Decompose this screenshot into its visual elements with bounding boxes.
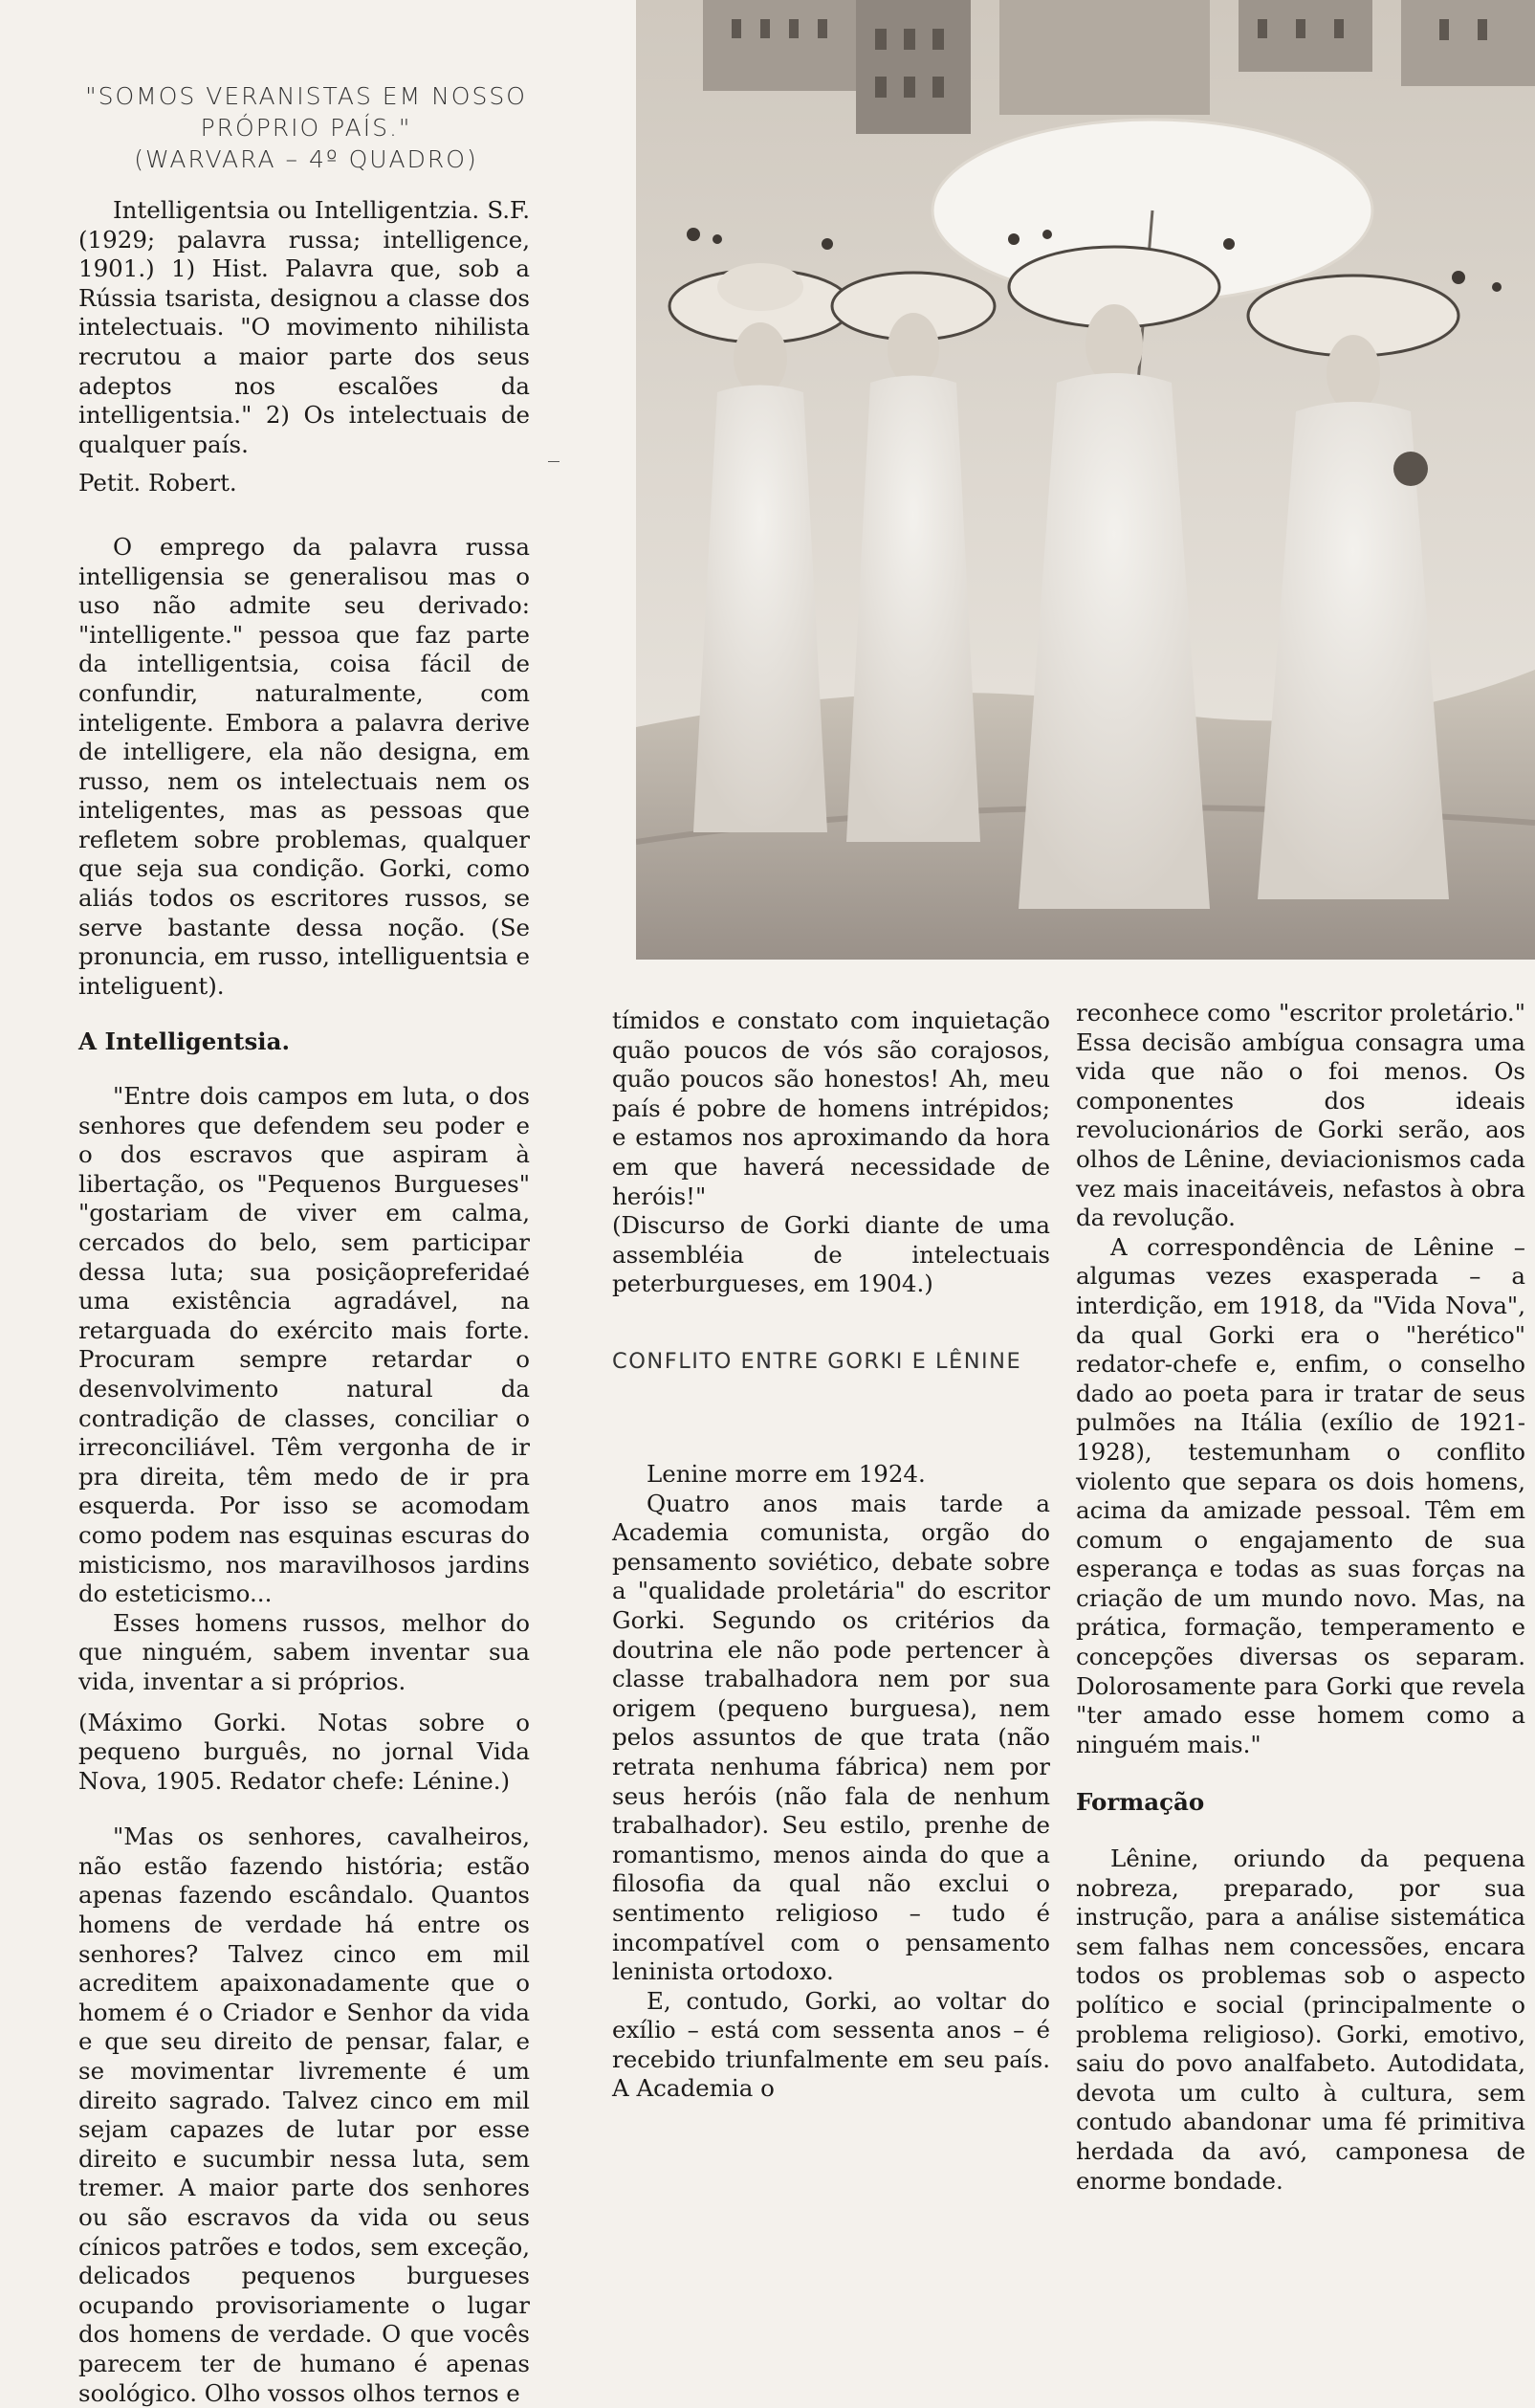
quote-discurso: "Mas os senhores, cavalheiros, não estão fazendo história; estão apenas fazendo escândalo. Quantos homens de verdade há entre os senhores? Talvez cinco em mil acreditem apaixonadamente que o homem é o Criador e Senhor da vida e que seu direito de pensar, falar, e se movimentar livremente é um direito sagrado. Talvez cinco em mil sejam capazes de lutar por esse direito e sucumbir nessa luta, sem tremer. A maior parte dos senhores ou são escravos da vida ou seus cínicos patrões e todos, sem exceção, delicados pequenos burgueses ocupando provisoriamente o lugar dos homens de verdade. O que vocês parecem ter de humano é apenas soológico. Olho vossos olhos ternos e: [78, 1823, 530, 2407]
heading-formacao: Formação: [1076, 1788, 1205, 1817]
usage-paragraph: O emprego da palavra russa intelligensia se generalisou mas o uso não admite seu derivado: "intelligente." pessoa que faz parte da intelligentsia, coisa fácil de confundir, naturalmente, com inteligente. Embora a palavra derive de intelligere, ela não designa, em russo, nem os intelectuais nem os inteligentes, mas as pessoas que refletem sobre problemas, qualquer que seja sua condição. Gorki, como aliás todos os escritores russos, se serve bastante dessa noção. (Se pronuncia, em russo, intelliguentsia e inteliguent).: [78, 532, 530, 1000]
conflito-p1: Lenine morre em 1924.: [647, 1460, 926, 1488]
left-column: [78, 196, 530, 2408]
conflito-p3-continuation: reconhece como "escritor proletário." Essa decisão ambígua consagra uma vida que não o foi menos. Os componentes dos ideais revolucionários de Gorki serão, aos olhos de Lênine, deviacionismos cada vez mais inaceitáveis, nefastos à obra da revolução.: [1076, 999, 1525, 1232]
quote-pequeno-burgues: "Entre dois campos em luta, o dos senhores que defendem seu poder e o dos escravos que aspiram à libertação, os "Pequenos Burgueses" "gostariam de viver em calma, cercados do belo, sem participar dessa luta; sua posiçãopreferidaé uma existência agradável, na retarguada do exército mais forte. Procuram sempre retardar o desenvolvimento natural da contradição de classes, conciliar o irreconciliável. Têm vergonha de ir pra direita, têm medo de ir pra esquerda. Por isso se acomodam como podem nas esquinas escuras do misticismo, nos maravilhosos jardins do esteticismo...: [78, 1082, 530, 1608]
beach-photograph: [636, 0, 1535, 960]
conflito-p3: E, contudo, Gorki, ao voltar do exílio – está com sessenta anos – é recebido triunfalmente em seu país. A Academia o: [612, 1986, 1050, 2103]
epigraph-line-1: "SOMOS VERANISTAS EM NOSSO: [85, 82, 527, 110]
formacao-paragraph: Lênine, oriundo da pequena nobreza, preparado, por sua instrução, para a análise sistemática sem falhas nem concessões, encara todos os problemas sob o aspecto político e social (principalmente o problema religioso). Gorki, emotivo, saiu do povo analfabeto. Autodidata, devota um culto à cultura, sem contudo abandonar uma fé primitiva herdada da avó, camponesa de enorme bondade.: [1076, 1845, 1525, 2195]
definition-source: Petit. Robert.: [78, 469, 237, 497]
middle-column-top: [612, 1006, 1050, 1299]
quote-discurso-continuation: tímidos e constato com inquietação quão poucos de vós são corajosos, quão poucos são honestos! Ah, meu país é pobre de homens intrépidos; e estamos nos aproximando da hora em que haverá necessidade de heróis!": [612, 1006, 1050, 1210]
conflito-p2: Quatro anos mais tarde a Academia comunista, orgão do pensamento soviético, debate sobre a "qualidade proletária" do escritor Gorki. Segundo os critérios da doutrina ele não pode pertencer à classe trabalhadora nem por sua origem (pequeno burguesa), nem pelos assuntos de que trata (não retrata nenhuma fábrica) nem por seus heróis (não fala de nenhum trabalhador). Seu estilo, prenhe de romantismo, menos ainda do que a filosofia da qual não exclui o sentimento religioso – tudo é incompatível com o pensamento leninista ortodoxo.: [612, 1489, 1050, 1986]
quote-pequeno-burgues-end: Esses homens russos, melhor do que ninguém, sabem inventar sua vida, inventar a si próprios.: [78, 1608, 530, 1695]
epigraph-line-3: (WARVARA – 4º QUADRO): [134, 145, 478, 173]
epigraph: [77, 80, 536, 175]
quote-pequeno-burgues-source: (Máximo Gorki. Notas sobre o pequeno burguês, no jornal Vida Nova, 1905. Redator chefe: Lénine.): [78, 1708, 530, 1795]
epigraph-line-2: PRÓPRIO PAÍS.": [200, 114, 412, 142]
section-title-conflito: CONFLITO ENTRE GORKI E LÊNINE: [612, 1349, 1022, 1374]
quote-discurso-source: (Discurso de Gorki diante de uma assembléia de intelectuais peterburgueses, em 1904.): [612, 1211, 1050, 1298]
heading-intelligentsia: A Intelligentsia.: [78, 1027, 290, 1056]
right-column: [1076, 999, 1525, 2196]
dictionary-definition: Intelligentsia ou Intelligentzia. S.F. (1929; palavra russa; intelligence, 1901.) 1) Hist. Palavra que, sob a Rússia tsarista, designou a classe dos intelectuais. "O movimento nihilista recrutou a maior parte dos seus adeptos nos escalões da intelligentsia." 2) Os intelectuais de qualquer país.: [78, 196, 530, 458]
middle-column-bottom: [612, 1460, 1050, 2104]
margin-tick: [548, 461, 559, 462]
conflito-p4: A correspondência de Lênine – algumas vezes exasperada – a interdição, em 1918, da "Vida Nova", da qual Gorki era o "herético" redator-chefe e, enfim, o conselho dado ao poeta para ir tratar de seus pulmões na Itália (exílio de 1921-1928), testemunham o conflito violento que separa os dois homens, acima da amizade pessoal. Têm em comum o engajamento de sua esperança e todas as suas forças na criação de um mundo novo. Mas, na prática, formação, temperamento e concepções diversas os separam. Dolorosamente para Gorki que revela "ter amado esse homem como a ninguém mais.": [1076, 1232, 1525, 1758]
